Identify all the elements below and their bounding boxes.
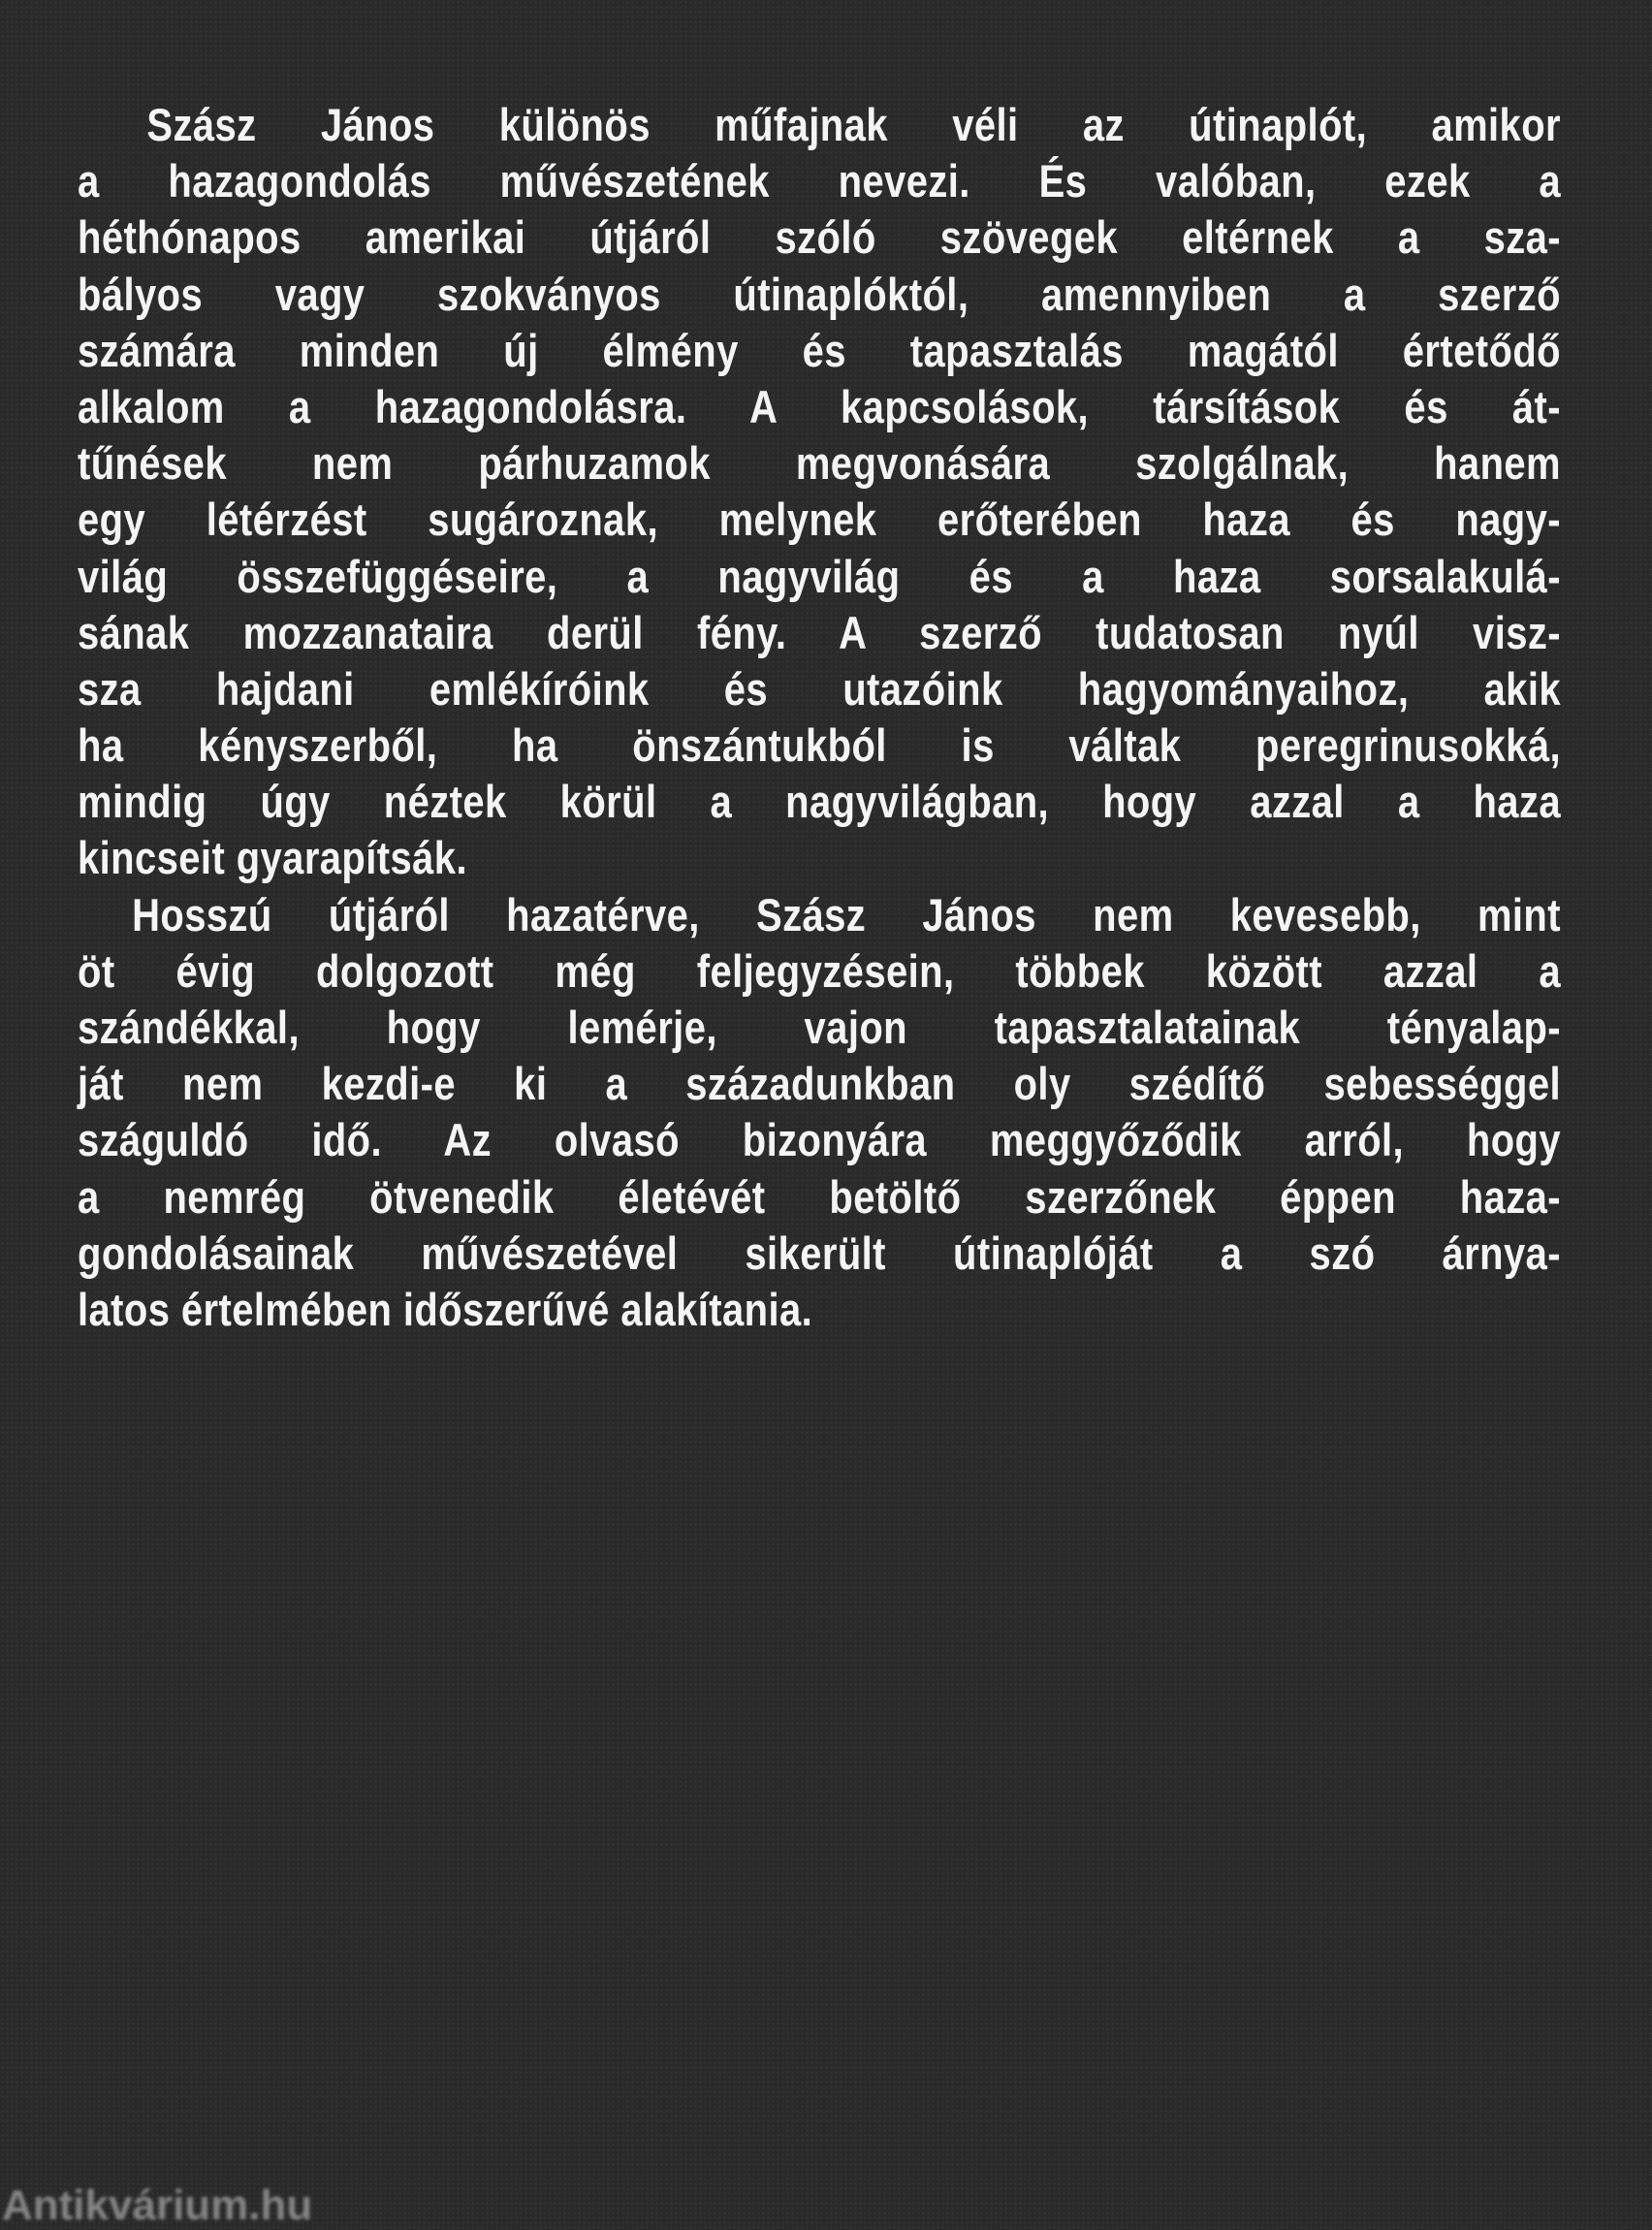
paragraph-1 [78, 97, 1561, 887]
text-line: Szász János különös műfajnak véli az útinaplót, amikor [146, 99, 1561, 150]
text-line: mindig úgy néztek körül a nagyvilágban, hogy azzal a haza [78, 776, 1561, 828]
text-line: bályos vagy szokványos útinaplóktól, amennyiben a szerző [78, 268, 1561, 320]
text-line: szándékkal, hogy lemérje, vajon tapasztalatainak tényalap- [78, 1002, 1561, 1053]
text-line: ha kényszerből, ha önszántukból is váltak peregrinusokká, [78, 719, 1561, 772]
text-line: a hazagondolás művészetének nevezi. És valóban, ezek a [78, 155, 1561, 207]
text-line: héthónapos amerikai útjáról szóló szövegek eltérnek a sza- [78, 211, 1561, 264]
text-line: Hosszú útjáról hazatérve, Szász János nem kevesebb, mint [132, 888, 1562, 940]
text-line: sza hajdani emlékíróink és utazóink hagyományaihoz, akik [78, 662, 1561, 715]
blurb-text [78, 97, 1561, 1338]
text-line: gondolásainak művészetével sikerült útinaplóját a szó árnya- [78, 1226, 1561, 1279]
text-line: kincseit gyarapítsák. [78, 832, 467, 884]
text-line: világ összefüggéseire, a nagyvilág és a haza sorsalakulá- [78, 550, 1561, 602]
text-line: tűnések nem párhuzamok megvonására szolgálnak, hanem [78, 437, 1561, 490]
text-line: öt évig dolgozott még feljegyzésein, többek között azzal a [78, 944, 1561, 997]
text-line: sának mozzanataira derül fény. A szerző tudatosan nyúl visz- [78, 606, 1561, 658]
text-line: száguldó idő. Az olvasó bizonyára meggyőződik arról, hogy [78, 1114, 1561, 1166]
text-line: egy létérzést sugároznak, melynek erőterében haza és nagy- [78, 494, 1561, 546]
text-line: latos értelmében időszerűvé alakítania. [78, 1283, 813, 1335]
text-line: alkalom a hazagondolásra. A kapcsolások, társítások és át- [78, 380, 1561, 432]
watermark: Antikvárium.hu [2, 2182, 313, 2229]
text-line: a nemrég ötvenedik életévét betöltő szerzőnek éppen haza- [78, 1170, 1561, 1223]
paragraph-2 [78, 887, 1561, 1339]
text-line: ját nem kezdi-e ki a századunkban oly szédítő sebességgel [78, 1058, 1561, 1110]
text-line: számára minden új élmény és tapasztalás magától értetődő [78, 324, 1561, 376]
